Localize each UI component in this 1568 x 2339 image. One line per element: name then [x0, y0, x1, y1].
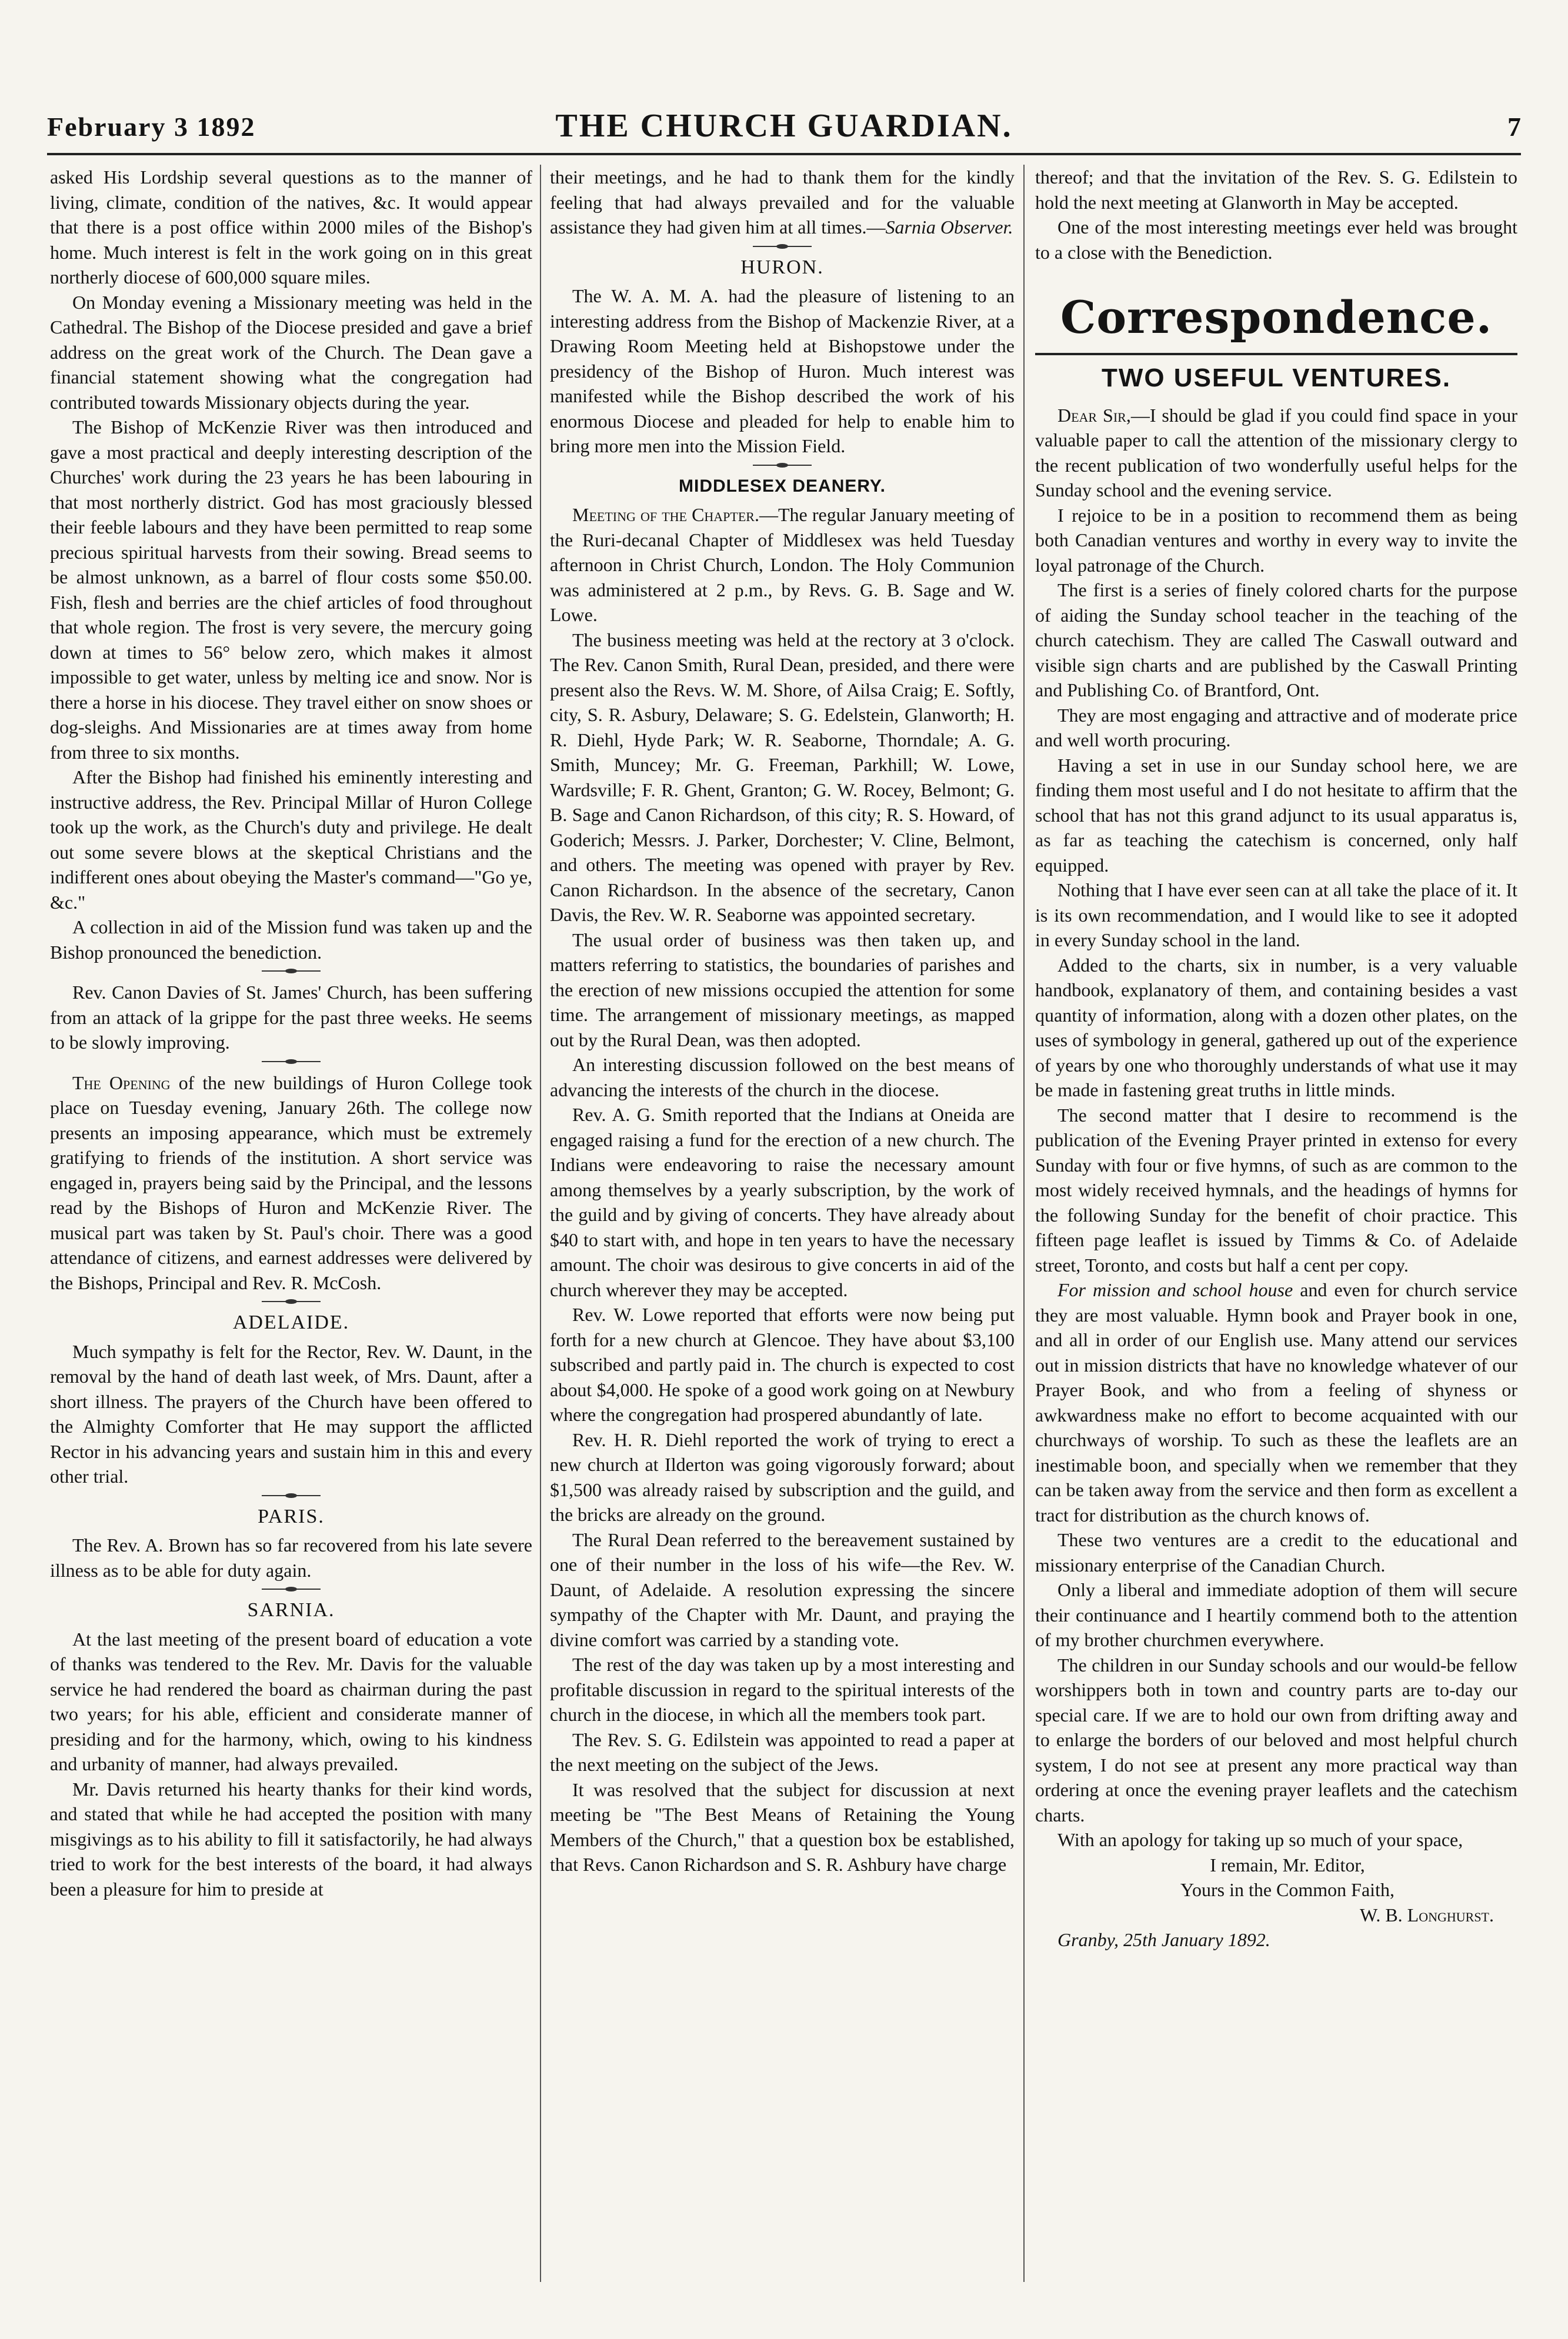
letter-title: TWO USEFUL VENTURES.	[1101, 363, 1452, 392]
column-2	[550, 165, 1015, 2282]
source-credit: Sarnia Observer.	[885, 216, 1013, 238]
column-3	[1035, 165, 1517, 2282]
paragraph: After the Bishop had finished his eminently interesting and instructive address, the Rev. Principal Millar of Huron College took up the work, as the Church's duty and privilege. He dealt out some severe blows at the skeptical Christians and the indifferent ones about obeying the Master's command—"Go ye, &c."	[50, 766, 532, 913]
section-heading-sarnia: SARNIA.	[247, 1599, 335, 1621]
paragraph: The Bishop of McKenzie River was then introduced and gave a most practical and deeply interesting description of the Churches' work during the 23 years he has been labouring in that most northerly district. God has most graciously blessed their feeble labours and they have been permitted to reap some precious spiritual harvests from their sowing. Bread seems to be almost unknown, as a barrel of flour costs some $50.00. Fish, flesh and berries are the chief articles of food throughout that whole region. The frost is very severe, the mercury going down at times to 56° below zero, which makes it almost impossible to get water, unless by melting ice and snow. Nor is there a horse in his diocese. They travel either on snow shoes or dog-sleighs. And Missionaries are at times away from home from three to six months.	[50, 416, 532, 763]
paragraph: their meetings, and he had to thank them for the kindly feeling that had always prevailed and for the valuable assistance they had given him at all times.—Sarnia Observer.	[550, 166, 1015, 238]
section-separator	[753, 246, 812, 249]
paragraph: I rejoice to be in a position to recommend them as being both Canadian ventures and worthy in every way to invite the loyal patronage of the Church.	[1035, 504, 1517, 576]
section-separator	[262, 970, 321, 974]
paragraph: asked His Lordship several questions as to the manner of living, climate, condition of the natives, &c. It would appear that there is a post office within 2000 miles of the Bishop's home. Much interest is felt in the work going on in this great northerly diocese of 600,000 square miles.	[50, 166, 532, 288]
paragraph: The Opening of the new buildings of Huron College took place on Tuesday evening, January 26th. The college now presents an imposing appearance, which must be extremely gratifying to friends of the institution. A short service was engaged in, prayers being said by the Principal, and the lessons read by the Bishops of Huron and McKenzie River. The musical part was taken by St. Paul's choir. There was a good attendance of citizens, and earnest addresses were delivered by the Bishops, Principal and Rev. R. McCosh.	[50, 1072, 532, 1293]
paragraph: Rev. W. Lowe reported that efforts were now being put forth for a new church at Glencoe. They have about $3,100 subscribed and partly paid in. The church is expected to cost about $4,000. He spoke of a good work going on at Newbury where the congregation had prospered abundantly of late.	[550, 1304, 1015, 1425]
paragraph: Meeting of the Chapter.—The regular January meeting of the Ruri-decanal Chapter of Middlesex was held Tuesday afternoon in Christ Church, London. The Holy Communion was administered at 2 p.m., by Revs. G. B. Sage and W. Lowe.	[550, 504, 1015, 625]
paragraph: Rev. H. R. Diehl reported the work of trying to erect a new church at Ilderton was going vigorously forward; about $1,500 was already raised by subscription and the guild, and the bricks are already on the ground.	[550, 1429, 1015, 1525]
signature: W. B. Longhurst.	[1360, 1904, 1494, 1926]
paragraph: The first is a series of finely colored charts for the purpose of aiding the Sunday school teacher in the teaching of the church catechism. They are called The Caswall outward and visible sign charts and are published by the Caswall Printing and Publishing Co. of Brantford, Ont.	[1035, 579, 1517, 700]
paragraph: It was resolved that the subject for discussion at next meeting be "The Best Means of Retaining the Young Members of the Church," that a question box be established, that Revs. Canon Richardson and S. R. Ashbury have charge	[550, 1779, 1015, 1875]
paragraph: thereof; and that the invitation of the Rev. S. G. Edilstein to hold the next meeting at Glanworth in May be accepted.	[1035, 166, 1517, 213]
section-separator	[753, 465, 812, 468]
section-separator	[262, 1495, 321, 1499]
correspondence-heading: Correspondence.	[1060, 291, 1493, 343]
column-1	[50, 165, 532, 2282]
paragraph: The usual order of business was then taken up, and matters referring to statistics, the boundaries of parishes and the erection of new missions occupied the attention for some time. The arrangement of missionary meetings, as mapped out by the Rural Dean, was then adopted.	[550, 929, 1015, 1050]
paragraph: The Rev. A. Brown has so far recovered from his late severe illness as to be able for duty again.	[50, 1534, 532, 1581]
paragraph: The Rev. S. G. Edilstein was appointed to read a paper at the next meeting on the subject of the Jews.	[550, 1729, 1015, 1775]
paragraph: With an apology for taking up so much of your space,	[1057, 1829, 1463, 1850]
paragraph: On Monday evening a Missionary meeting was held in the Cathedral. The Bishop of the Diocese presided and gave a brief address on the great work of the Church. The Dean gave a financial statement showing what the congregation had contributed towards Missionary objects during the year.	[50, 291, 532, 413]
paragraph: At the last meeting of the present board of education a vote of thanks was tendered to the Rev. Mr. Davis for the valuable service he had rendered the board as chairman during the past two years; for his able, efficient and considerate manner of presiding and for the harmony, which, owing to his kindness and urbanity of manner, had always prevailed.	[50, 1628, 532, 1774]
section-heading-paris: PARIS.	[258, 1505, 325, 1527]
paragraph: For mission and school house and even for church service they are most valuable. Hymn book and Prayer book in one, and all in order of our English use. Many attend our services out in mission districts that have no knowledge whatever of our Prayer Book, and who from a feeling of shyness or awkwardness make no effort to become acquainted with our churchways of worship. To such as these the leaflets are an inestimable boon, and specially when we remember that they can be taken away from the service and then form as excellent a tract for distribution as the church knows of.	[1035, 1279, 1517, 1526]
section-separator	[262, 1061, 321, 1065]
paragraph: The W. A. M. A. had the pleasure of listening to an interesting address from the Bishop of Mackenzie River, at a Drawing Room Meeting held at Bishopstowe under the presidency of the Bishop of Huron. Much interest was manifested while the Bishop described the work of his enormous Diocese and pleaded for help to enable him to bring more men into the Mission Field.	[550, 285, 1015, 456]
page-number: 7	[1507, 112, 1521, 142]
paragraph: Added to the charts, six in number, is a very valuable handbook, explanatory of them, and containing besides a vast quantity of information, along with a dozen other plates, on the uses of symbology in general, gathered up out of the experience of years by one who thoroughly understands of what use it may be made in fastening great truths in little minds.	[1035, 954, 1517, 1100]
column-rule	[540, 165, 541, 2282]
paragraph: The Rural Dean referred to the bereavement sustained by one of their number in the loss of his wife—the Rev. W. Daunt, of Adelaide. A resolution expressing the sincere sympathy of the Chapter with Mr. Daunt, and praying the divine comfort was carried by a standing vote.	[550, 1529, 1015, 1650]
emphasis: For mission and school house	[1057, 1279, 1293, 1300]
issue-date: February 3 1892	[47, 112, 256, 142]
paragraph: Much sympathy is felt for the Rector, Rev. W. Daunt, in the removal by the hand of death last week, of Mrs. Daunt, after a short illness. The prayers of the Church have been offered to the Almighty Comforter that He may support the afflicted Rector in his advancing years and sustain him in this and every other trial.	[50, 1340, 532, 1487]
paragraph: The business meeting was held at the rectory at 3 o'clock. The Rev. Canon Smith, Rural Dean, presided, and there were present also the Revs. W. M. Shore, of Ailsa Craig; E. Softly, city, S. R. Asbury, Delaware; S. G. Edelstein, Glanworth; H. R. Diehl, Hyde Park; W. R. Seaborne, Thorndale; A. G. Smith, Muncey; Mr. G. Freeman, Parkhill; W. Lowe, Wardsville; F. R. Ghent, Granton; G. W. Rocey, Belmont; G. B. Sage and Canon Richardson, of this city; R. S. Howard, of Goderich; Messrs. J. Parker, Dorchester; V. Cline, Belmont, and others. The meeting was opened with prayer by Rev. Canon Richardson. In the absence of the secretary, Canon Davis, the Rev. W. R. Seaborne was appointed secretary.	[550, 629, 1015, 925]
signoff-line: Yours in the Common Faith,	[1180, 1879, 1394, 1900]
lead-in: The Opening	[72, 1072, 171, 1093]
paragraph: Having a set in use in our Sunday school here, we are finding them most useful and I do not hesitate to affirm that the school that has not this grand adjunct to its usual apparatus is, as far as teaching the catechism is concerned, only half equipped.	[1035, 754, 1517, 876]
newspaper-title: THE CHURCH GUARDIAN.	[555, 108, 1013, 144]
paragraph: Rev. Canon Davies of St. James' Church, has been suffering from an attack of la grippe for the past three weeks. He seems to be slowly improving.	[50, 982, 532, 1053]
dateline: Granby, 25th January 1892.	[1057, 1929, 1270, 1950]
paragraph: The children in our Sunday schools and our would-be fellow worshippers both in town and country parts are to-day our special care. If we are to hold our own from drifting away and to enlarge the borders of our beloved and most helpful church system, I do not see at present any more practical way than ordering at once the evening prayer leaflets and the catechism charts.	[1035, 1654, 1517, 1826]
paragraph: Nothing that I have ever seen can at all take the place of it. It is its own recommendation, and I would like to see it adopted in every Sunday school in the land.	[1035, 879, 1517, 950]
paragraph: Only a liberal and immediate adoption of them will secure their continuance and I heartily commend both to the attention of my brother churchmen everywhere.	[1035, 1579, 1517, 1650]
section-separator	[262, 1589, 321, 1592]
lead-in: Meeting of the Chapter.	[572, 504, 759, 525]
section-heading-huron: HURON.	[740, 256, 824, 278]
section-heading-middlesex: MIDDLESEX DEANERY.	[679, 476, 886, 496]
column-rule	[1023, 165, 1025, 2282]
salutation: Dear Sir,	[1057, 404, 1131, 426]
section-separator	[262, 1301, 321, 1304]
heading-rule	[1035, 353, 1517, 355]
paragraph: They are most engaging and attractive and of moderate price and well worth procuring.	[1035, 704, 1517, 750]
paragraph: Dear Sir,—I should be glad if you could find space in your valuable paper to call the attention of the missionary clergy to the recent publication of two wonderfully useful helps for the Sunday school and the evening service.	[1035, 404, 1517, 501]
paragraph: These two ventures are a credit to the educational and missionary enterprise of the Canadian Church.	[1035, 1529, 1517, 1576]
paragraph: Mr. Davis returned his hearty thanks for their kind words, and stated that while he had accepted the position with many misgivings as to his ability to fill it satisfactorily, he had always tried to work for the best interests of the board, it had always been a pleasure for him to preside at	[50, 1778, 532, 1900]
paragraph: An interesting discussion followed on the best means of advancing the interests of the church in the diocese.	[550, 1054, 1015, 1100]
signoff-line: I remain, Mr. Editor,	[1210, 1854, 1365, 1876]
paragraph: Rev. A. G. Smith reported that the Indians at Oneida are engaged raising a fund for the erection of a new church. The Indians were endeavoring to raise the necessary amount among themselves by a yearly subscription, by the work of the guild and by giving of concerts. They have already about $40 to start with, and hope in ten years to have the necessary amount. The choir was desirous to give concerts in aid of the church wherever they may be accepted.	[550, 1104, 1015, 1300]
paragraph: The rest of the day was taken up by a most interesting and profitable discussion in regard to the spiritual interests of the church in the diocese, in which all the members took part.	[550, 1654, 1015, 1725]
section-heading-adelaide: ADELAIDE.	[232, 1312, 350, 1333]
paragraph: One of the most interesting meetings ever held was brought to a close with the Benediction.	[1035, 216, 1517, 263]
paragraph: A collection in aid of the Mission fund was taken up and the Bishop pronounced the benediction.	[50, 916, 532, 963]
paragraph: The second matter that I desire to recommend is the publication of the Evening Prayer printed in extenso for every Sunday with four or five hymns, of such as are common to the most widely received hymnals, and the headings of hymns for the following Sunday for the benefit of choir practice. This fifteen page leaflet is issued by Timms & Co. of Adelaide street, Toronto, and costs but half a cent per copy.	[1035, 1104, 1517, 1276]
page-header	[47, 88, 1521, 155]
